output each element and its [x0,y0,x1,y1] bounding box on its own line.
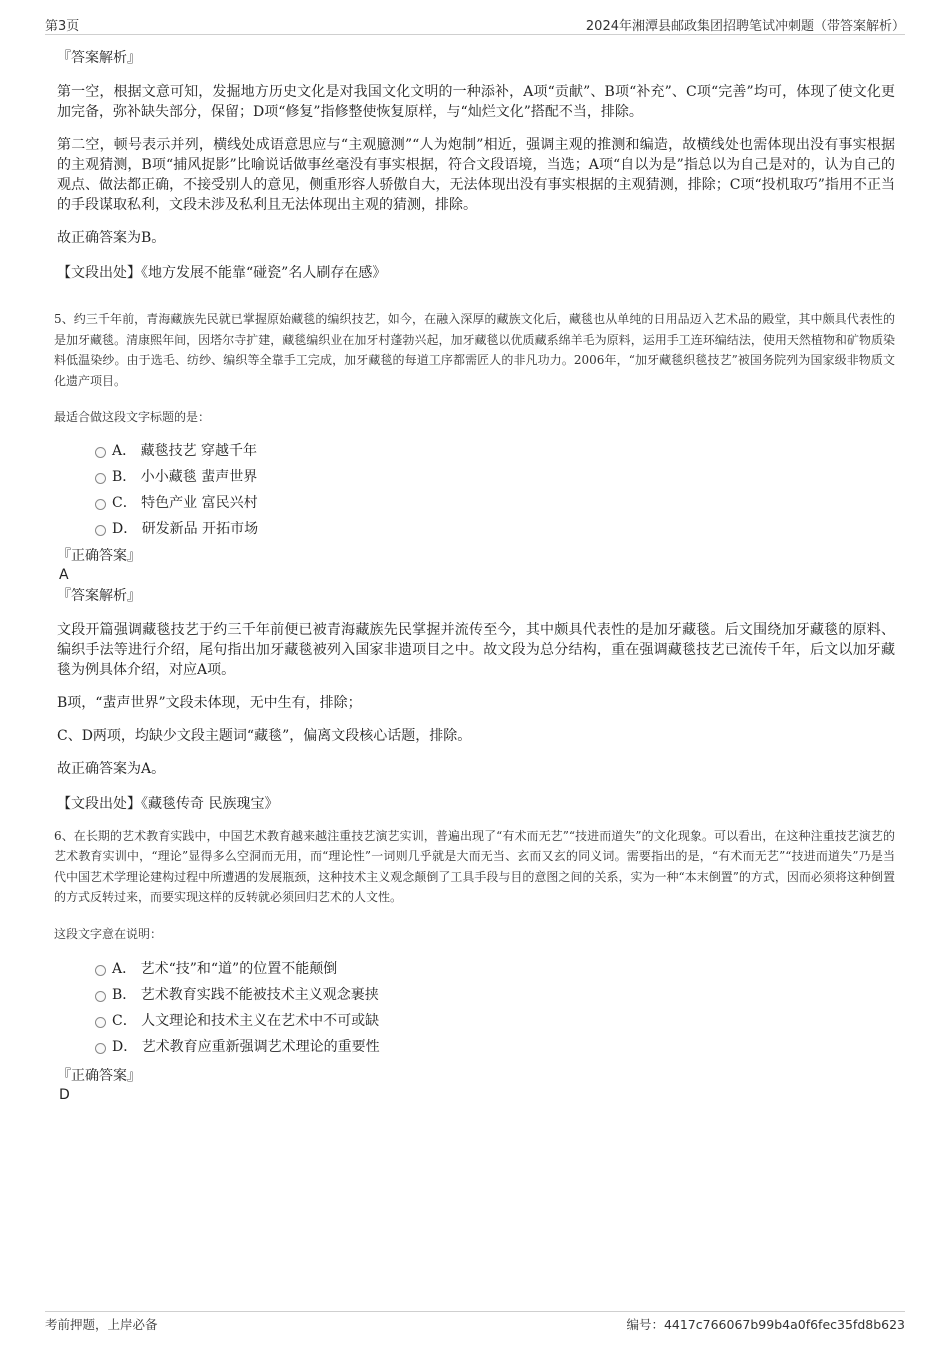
question-6 [54,826,895,1061]
radio-button[interactable] [95,1043,106,1054]
option-letter: C． [112,494,137,511]
correct-answer: A [59,566,69,583]
option-letter: A． [112,961,137,977]
analysis-paragraph: 文段开篇强调藏毯技艺于约三千年前便已被青海藏族先民掌握并流传至今，其中颇具代表性的是加牙藏毯。后文围绕加牙藏毯的原料、编织手法等进行介绍，尾句指出加牙藏毯被列入国家非遗项目之中。故文段为总分结构，重在强调藏毯技艺已流传千年，后文以加牙藏毯为例具体介绍，对应A项。 [57,621,895,678]
question-prompt: 最适合做这段文字标题的是： [54,410,211,424]
option-d[interactable] [54,516,895,542]
page-footer [45,1311,905,1333]
option-d[interactable] [54,1034,895,1060]
option-a[interactable] [54,956,895,982]
analysis-paragraph: 第二空，顿号表示并列，横线处成语意思应与“主观臆测”“人为炮制”相近，强调主观的推测和编造，故横线处也需体现出没有事实根据的主观猜测，B项“捕风捉影”比喻说话做事丝毫没有事实根据，符合文段语境，当选；A项“自以为是”指总以为自己是对的，认为自己的观点、做法都正确，不接受别人的意见，侧重形容人骄傲自大，无法体现出没有事实根据的主观猜测，排除；C项“投机取巧”指用不正当的手段谋取私利，文段未涉及私利且无法体现出主观的猜测，排除。 [57,137,895,213]
option-c[interactable] [54,490,895,516]
question-text: 6、在长期的艺术教育实践中，中国艺术教育越来越注重技艺演艺实训，普遍出现了“有术而无艺”“技进而道失”的文化现象。可以看出，在这种注重技艺演艺的艺术教育实训中，“理论”显得多么空洞而无用，而“理论性”一词则几乎就是大而无当、玄而又玄的同义词。需要指出的是，“有术而无艺”“技进而道失”乃是当代中国艺术学理论建构过程中所遭遇的发展瓶颈，这种技术主义观念颠倒了工具手段与目的意图之间的关系，实为一种“本末倒置”的方式，因而必须将这种倒置的方式反转过来，而要实现这样的反转就必须回归艺术的人文性。 [54,828,895,904]
option-letter: D． [112,1039,138,1055]
analysis-paragraph: C、D两项，均缺少文段主题词“藏毯”，偏离文段核心话题，排除。 [57,727,472,744]
option-b[interactable] [54,982,895,1008]
option-a[interactable] [54,438,895,464]
analysis-paragraph: 第一空，根据文意可知，发掘地方历史文化是对我国文化文明的一种添补，A项“贡献”、B项“补充”、C项“完善”均可，体现了使文化更加完备，弥补缺失部分，保留；D项“修复”指修整使恢复原样，与“灿烂文化”搭配不当，排除。 [57,84,895,120]
question-5 [54,309,895,542]
correct-answer: D [59,1087,70,1103]
correct-answer-label: 『正确答案』 [57,547,141,564]
radio-button[interactable] [95,499,106,510]
source-citation: 【文段出处】《藏毯传奇 民族瑰宝》 [57,795,279,812]
footer-slogan: 考前押题，上岸必备 [45,1317,158,1332]
option-letter: B． [112,987,137,1003]
source-citation: 【文段出处】《地方发展不能靠“碰瓷”名人刷存在感》 [57,265,387,281]
option-b[interactable] [54,464,895,490]
option-text: 研发新品 开拓市场 [141,520,259,537]
radio-button[interactable] [95,965,106,976]
option-letter: C． [112,1013,137,1029]
answer-options [54,956,895,1060]
radio-button[interactable] [95,473,106,484]
correct-answer-label: 『正确答案』 [57,1068,141,1084]
radio-button[interactable] [95,991,106,1002]
page-content [54,45,895,1104]
radio-button[interactable] [95,525,106,536]
option-letter: B． [112,468,137,485]
option-text: 艺术教育实践不能被技术主义观念裹挟 [140,987,379,1003]
conclusion: 故正确答案为B。 [57,230,166,246]
document-title: 2024年湘潭县邮政集团招聘笔试冲刺题（带答案解析） [585,19,905,34]
page-number: 第3页 [45,19,80,34]
analysis-label: 『答案解析』 [57,50,141,66]
question-prompt: 这段文字意在说明： [54,926,163,941]
analysis-label: 『答案解析』 [57,587,141,604]
radio-button[interactable] [95,1017,106,1028]
page-header [45,14,905,35]
question-text: 5、约三千年前，青海藏族先民就已掌握原始藏毯的编织技艺，如今，在融入深厚的藏族文化后，藏毯也从单纯的日用品迈入艺术品的殿堂，其中颇具代表性的是加牙藏毯。清康熙年间，因塔尔寺扩建，藏毯编织业在加牙村蓬勃兴起，加牙藏毯以优质藏系绵羊毛为原料，运用手工连环编结法，使用天然植物和矿物质染料低温染纱。由于选毛、纺纱、编织等全靠手工完成，加牙藏毯的每道工序都需匠人的非凡功力。2006年，“加牙藏毯织毯技艺”被国务院列为国家级非物质文化遗产项目。 [54,312,895,388]
answer-options [54,438,895,542]
option-letter: D． [112,520,138,537]
option-text: 藏毯技艺 穿越千年 [140,442,258,459]
option-text: 人文理论和技术主义在艺术中不可或缺 [141,1013,380,1029]
option-text: 小小藏毯 蜚声世界 [140,468,258,485]
option-text: 艺术“技”和“道”的位置不能颠倒 [140,961,338,977]
conclusion: 故正确答案为A。 [57,760,166,777]
option-c[interactable] [54,1008,895,1034]
option-text: 特色产业 富民兴村 [141,494,258,511]
document-id: 编号：4417c766067b99b4a0f6fec35fd8b623 [626,1317,905,1332]
option-text: 艺术教育应重新强调艺术理论的重要性 [141,1039,380,1055]
radio-button[interactable] [95,447,106,458]
option-letter: A． [112,442,137,459]
analysis-paragraph: B项，“蜚声世界”文段未体现，无中生有，排除； [57,694,362,711]
